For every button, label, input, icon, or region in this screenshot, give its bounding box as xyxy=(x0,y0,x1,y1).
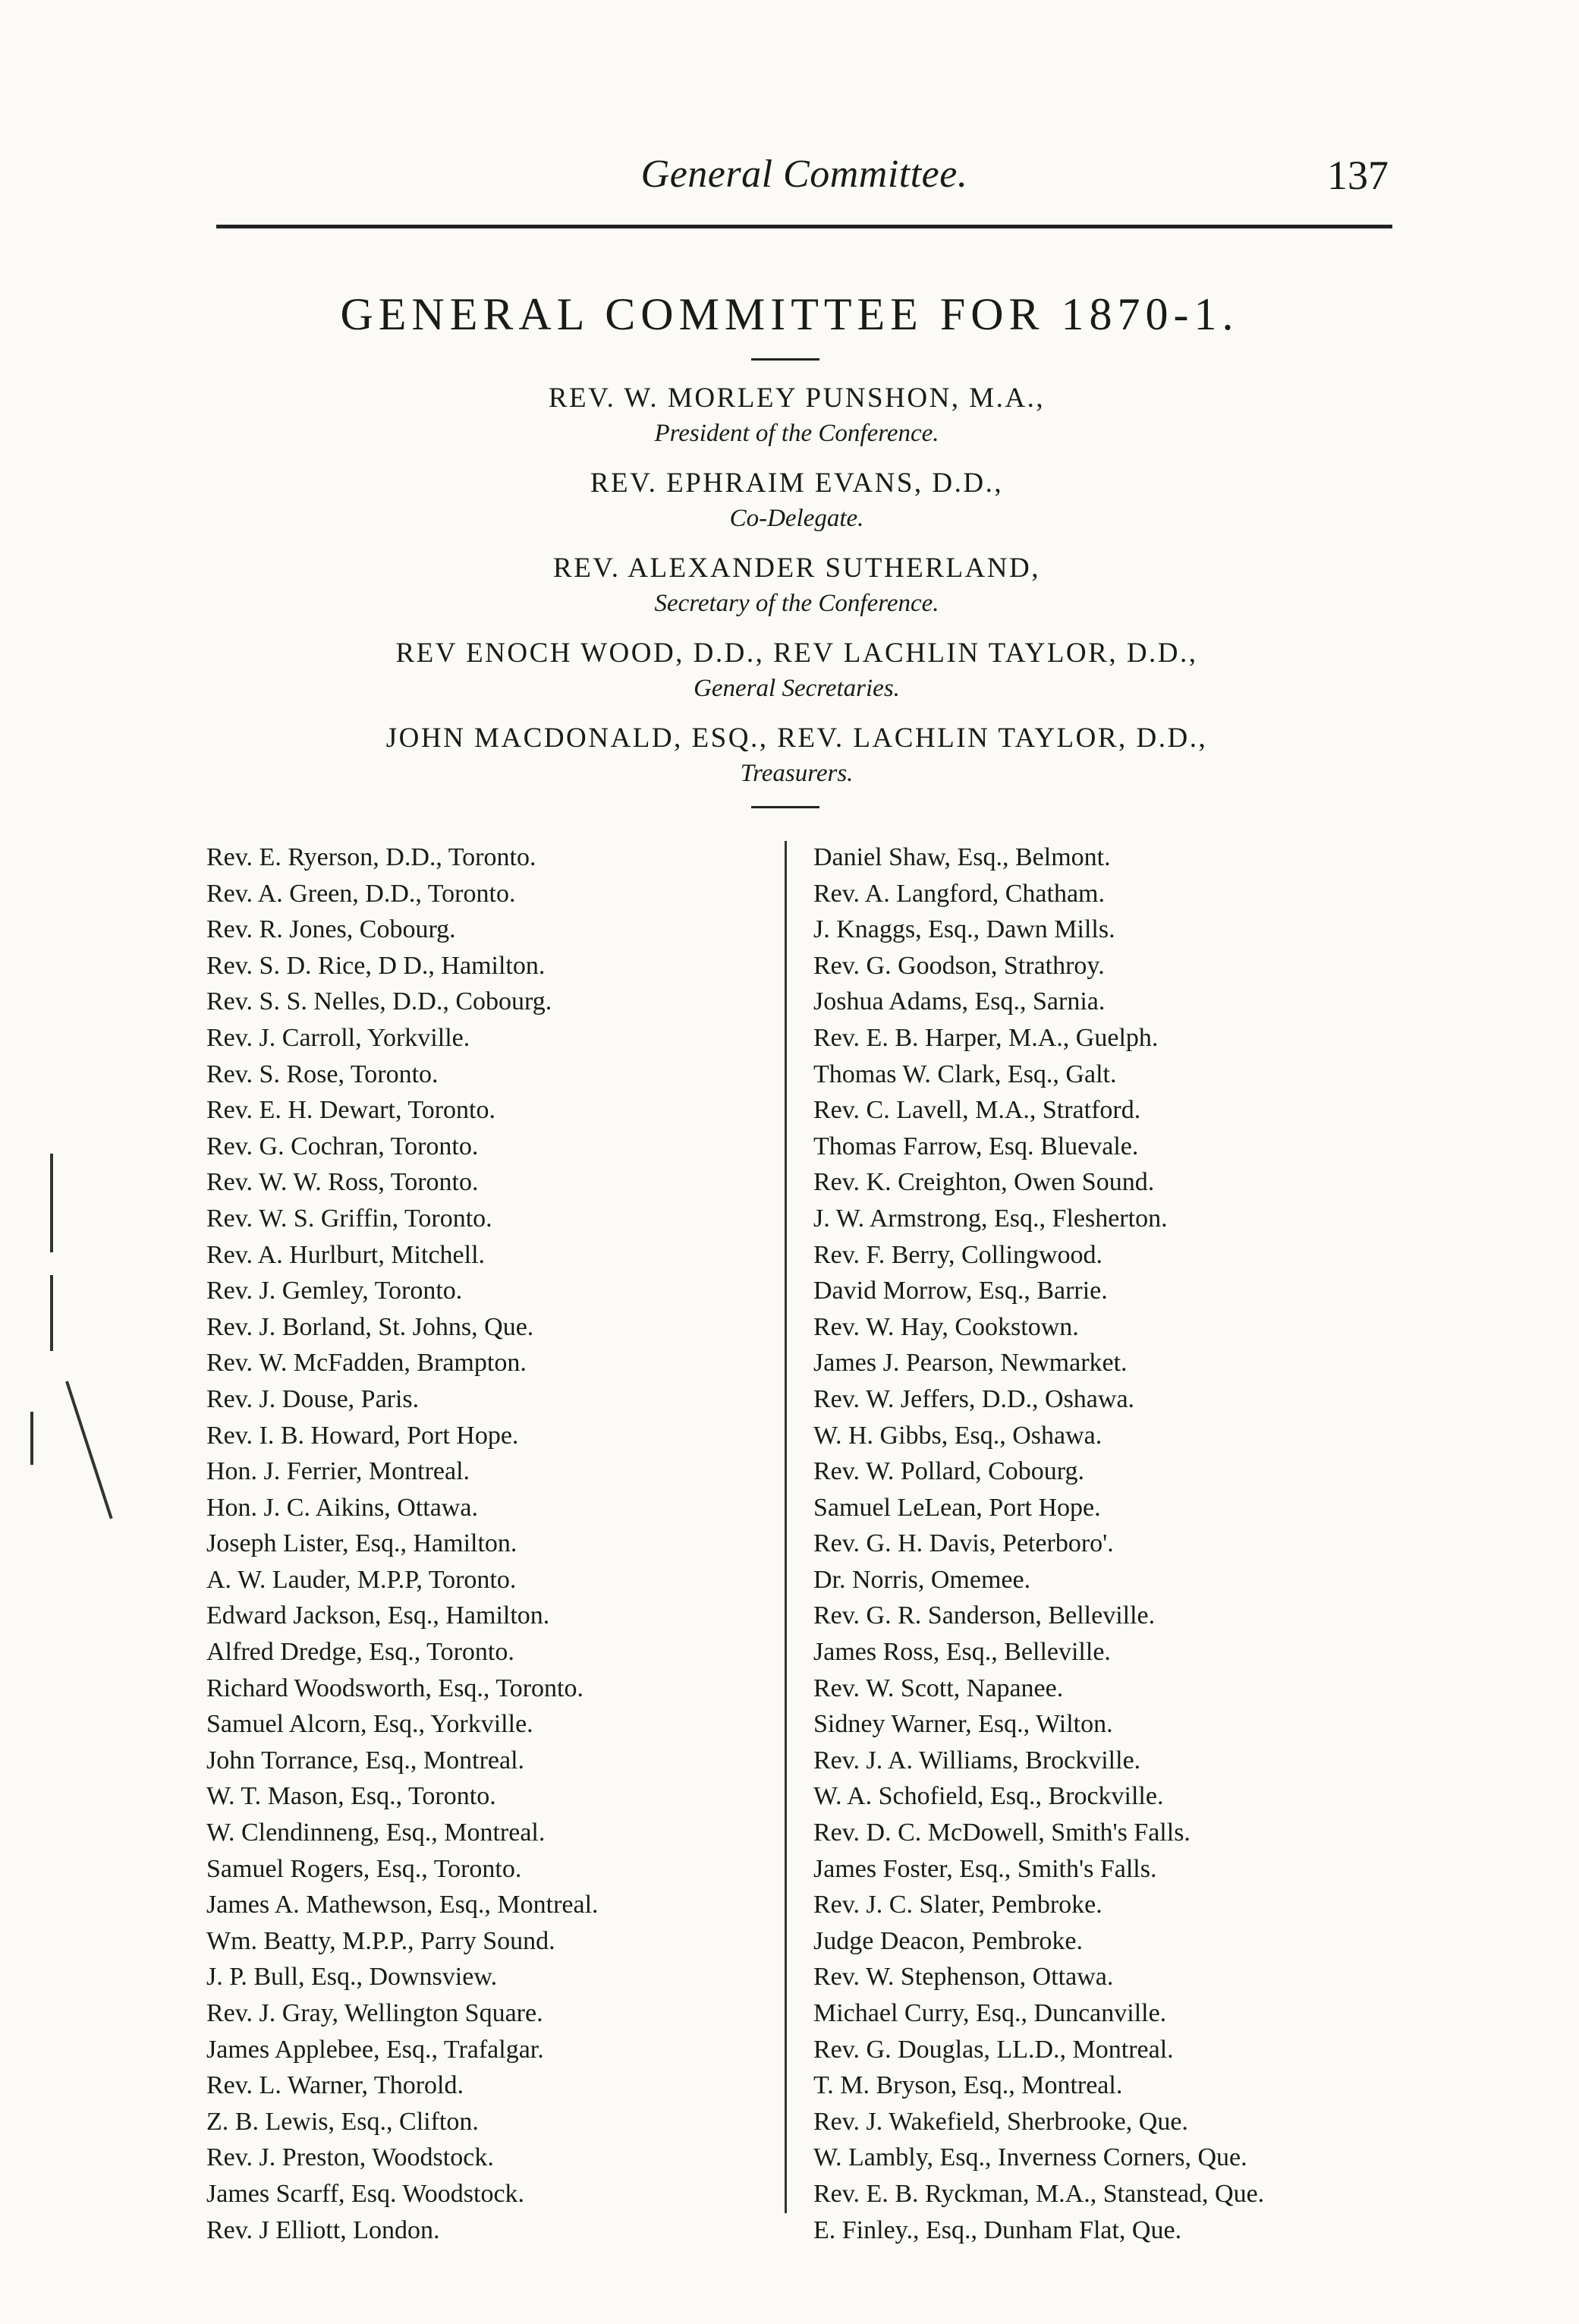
committee-member: Rev. F. Berry, Collingwood. xyxy=(813,1240,1103,1269)
members-left-column xyxy=(206,839,783,2248)
officer-entry xyxy=(228,720,1366,789)
officer-entry xyxy=(228,379,1366,449)
committee-member: Rev. G. Goodson, Strathroy. xyxy=(813,951,1105,980)
committee-member: Rev. A. Green, D.D., Toronto. xyxy=(206,879,516,908)
committee-member: W. T. Mason, Esq., Toronto. xyxy=(206,1782,496,1811)
committee-member: T. M. Bryson, Esq., Montreal. xyxy=(813,2071,1123,2100)
committee-member: Rev. W. Scott, Napanee. xyxy=(813,1674,1064,1702)
committee-member: Rev. R. Jones, Cobourg. xyxy=(206,915,456,944)
running-head-title: General Committee. xyxy=(640,153,968,196)
committee-member: James Applebee, Esq., Trafalgar. xyxy=(206,2035,544,2064)
page-title: GENERAL COMMITTEE FOR 1870-1. xyxy=(340,289,1239,339)
committee-member: J. Knaggs, Esq., Dawn Mills. xyxy=(813,915,1115,944)
committee-member: Rev. S. D. Rice, D D., Hamilton. xyxy=(206,951,546,980)
committee-member: Richard Woodsworth, Esq., Toronto. xyxy=(206,1674,583,1702)
committee-member: Sidney Warner, Esq., Wilton. xyxy=(813,1710,1113,1739)
committee-member: Rev. J. Wakefield, Sherbrooke, Que. xyxy=(813,2107,1188,2136)
committee-member: Rev. I. B. Howard, Port Hope. xyxy=(206,1421,519,1450)
margin-pencil-mark xyxy=(65,1381,113,1519)
committee-member: Rev. J. Borland, St. Johns, Que. xyxy=(206,1312,534,1341)
margin-pencil-mark xyxy=(50,1275,53,1351)
committee-member: James Ross, Esq., Belleville. xyxy=(813,1638,1111,1667)
heading-rule xyxy=(751,358,819,361)
committee-member: Thomas Farrow, Esq. Bluevale. xyxy=(813,1132,1139,1160)
committee-member: Rev. L. Warner, Thorold. xyxy=(206,2071,464,2100)
page-number: 137 xyxy=(1327,153,1389,198)
officer-role: General Secretaries. xyxy=(694,675,900,702)
officer-name: REV. EPHRAIM EVANS, D.D., xyxy=(590,468,1004,499)
committee-member: Daniel Shaw, Esq., Belmont. xyxy=(813,843,1111,871)
committee-member: Rev. C. Lavell, M.A., Stratford. xyxy=(813,1096,1141,1125)
officer-role: Co-Delegate. xyxy=(729,505,864,532)
committee-member: Rev. E. B. Harper, M.A., Guelph. xyxy=(813,1023,1159,1052)
officer-entry xyxy=(228,635,1366,704)
officer-name: REV. W. MORLEY PUNSHON, M.A., xyxy=(548,383,1046,414)
committee-member: Rev. W. Jeffers, D.D., Oshawa. xyxy=(813,1384,1135,1413)
members-right-column xyxy=(813,839,1390,2248)
committee-member: Dr. Norris, Omemee. xyxy=(813,1565,1031,1594)
committee-member: Alfred Dredge, Esq., Toronto. xyxy=(206,1638,514,1667)
header-rule xyxy=(216,225,1392,228)
committee-member: Rev. J. Preston, Woodstock. xyxy=(206,2143,494,2172)
committee-member: W. A. Schofield, Esq., Brockville. xyxy=(813,1782,1164,1811)
committee-member: Samuel LeLean, Port Hope. xyxy=(813,1493,1101,1522)
margin-pencil-mark xyxy=(50,1154,53,1252)
committee-member: Rev. W. McFadden, Brampton. xyxy=(206,1349,527,1378)
officer-name: REV. ALEXANDER SUTHERLAND, xyxy=(553,553,1040,584)
committee-member: Rev. K. Creighton, Owen Sound. xyxy=(813,1168,1155,1197)
committee-member: Rev. J. Gemley, Toronto. xyxy=(206,1277,463,1305)
committee-member: Rev. J Elliott, London. xyxy=(206,2215,440,2244)
committee-member: James Scarff, Esq. Woodstock. xyxy=(206,2179,525,2208)
committee-member: Edward Jackson, Esq., Hamilton. xyxy=(206,1601,550,1630)
committee-member: Hon. J. C. Aikins, Ottawa. xyxy=(206,1493,478,1522)
committee-member: Rev. J. C. Slater, Pembroke. xyxy=(813,1891,1102,1919)
committee-member: Rev. E. H. Dewart, Toronto. xyxy=(206,1096,495,1125)
committee-member: Rev. W. Stephenson, Ottawa. xyxy=(813,1963,1114,1992)
committee-member: W. H. Gibbs, Esq., Oshawa. xyxy=(813,1421,1102,1450)
committee-member: Rev. W. S. Griffin, Toronto. xyxy=(206,1204,492,1233)
committee-member: Samuel Alcorn, Esq., Yorkville. xyxy=(206,1710,533,1739)
committee-member: Joseph Lister, Esq., Hamilton. xyxy=(206,1529,517,1558)
committee-member: Rev. J. A. Williams, Brockville. xyxy=(813,1746,1141,1774)
committee-member: Rev. E. Ryerson, D.D., Toronto. xyxy=(206,843,536,871)
committee-member: Rev. A. Hurlburt, Mitchell. xyxy=(206,1240,486,1269)
officer-name: REV ENOCH WOOD, D.D., REV LACHLIN TAYLOR, D.D., xyxy=(395,638,1198,669)
committee-member: James Foster, Esq., Smith's Falls. xyxy=(813,1854,1157,1883)
margin-pencil-mark xyxy=(30,1412,33,1465)
committee-member: J. W. Armstrong, Esq., Flesherton. xyxy=(813,1204,1168,1233)
committee-member: Thomas W. Clark, Esq., Galt. xyxy=(813,1060,1117,1088)
committee-member: Wm. Beatty, M.P.P., Parry Sound. xyxy=(206,1926,555,1955)
committee-member: Rev. W. W. Ross, Toronto. xyxy=(206,1168,479,1197)
committee-member: Rev. D. C. McDowell, Smith's Falls. xyxy=(813,1819,1191,1847)
committee-member: Rev. A. Langford, Chatham. xyxy=(813,879,1105,908)
officer-entry xyxy=(228,464,1366,534)
officer-role: President of the Conference. xyxy=(654,420,939,447)
committee-member: Rev. S. S. Nelles, D.D., Cobourg. xyxy=(206,987,552,1016)
committee-member: W. Clendinneng, Esq., Montreal. xyxy=(206,1819,546,1847)
section-rule xyxy=(751,806,819,808)
committee-member: Rev. G. R. Sanderson, Belleville. xyxy=(813,1601,1156,1630)
officers-list xyxy=(228,379,1366,805)
committee-member: Samuel Rogers, Esq., Toronto. xyxy=(206,1854,522,1883)
committee-member: Rev. G. H. Davis, Peterboro'. xyxy=(813,1529,1114,1558)
committee-member: Joshua Adams, Esq., Sarnia. xyxy=(813,987,1106,1016)
committee-member: Rev. G. Douglas, LL.D., Montreal. xyxy=(813,2035,1174,2064)
committee-member: Rev. E. B. Ryckman, M.A., Stanstead, Que. xyxy=(813,2179,1265,2208)
committee-member: Z. B. Lewis, Esq., Clifton. xyxy=(206,2107,479,2136)
column-divider xyxy=(785,841,787,2213)
committee-member: David Morrow, Esq., Barrie. xyxy=(813,1277,1108,1305)
committee-member: E. Finley., Esq., Dunham Flat, Que. xyxy=(813,2215,1182,2244)
officer-role: Secretary of the Conference. xyxy=(654,590,939,617)
officer-name: JOHN MACDONALD, ESQ., REV. LACHLIN TAYLOR, D.D., xyxy=(385,723,1208,754)
committee-member: Rev. J. Gray, Wellington Square. xyxy=(206,1999,543,2027)
running-head xyxy=(220,152,1389,205)
committee-member: James J. Pearson, Newmarket. xyxy=(813,1349,1128,1378)
officer-entry xyxy=(228,550,1366,619)
committee-member: Michael Curry, Esq., Duncanville. xyxy=(813,1999,1167,2027)
committee-member: John Torrance, Esq., Montreal. xyxy=(206,1746,525,1774)
committee-member: J. P. Bull, Esq., Downsview. xyxy=(206,1963,498,1992)
committee-member: Rev. W. Pollard, Cobourg. xyxy=(813,1457,1085,1486)
committee-member: Rev. S. Rose, Toronto. xyxy=(206,1060,439,1088)
committee-member: Rev. J. Carroll, Yorkville. xyxy=(206,1023,470,1052)
committee-member: Rev. J. Douse, Paris. xyxy=(206,1384,420,1413)
committee-member: Rev. G. Cochran, Toronto. xyxy=(206,1132,479,1160)
committee-member: James A. Mathewson, Esq., Montreal. xyxy=(206,1891,599,1919)
committee-member: Hon. J. Ferrier, Montreal. xyxy=(206,1457,470,1486)
officer-role: Treasurers. xyxy=(740,760,854,787)
committee-member: Rev. W. Hay, Cookstown. xyxy=(813,1312,1079,1341)
committee-member: W. Lambly, Esq., Inverness Corners, Que. xyxy=(813,2143,1247,2172)
committee-member: A. W. Lauder, M.P.P, Toronto. xyxy=(206,1565,517,1594)
committee-member: Judge Deacon, Pembroke. xyxy=(813,1926,1084,1955)
